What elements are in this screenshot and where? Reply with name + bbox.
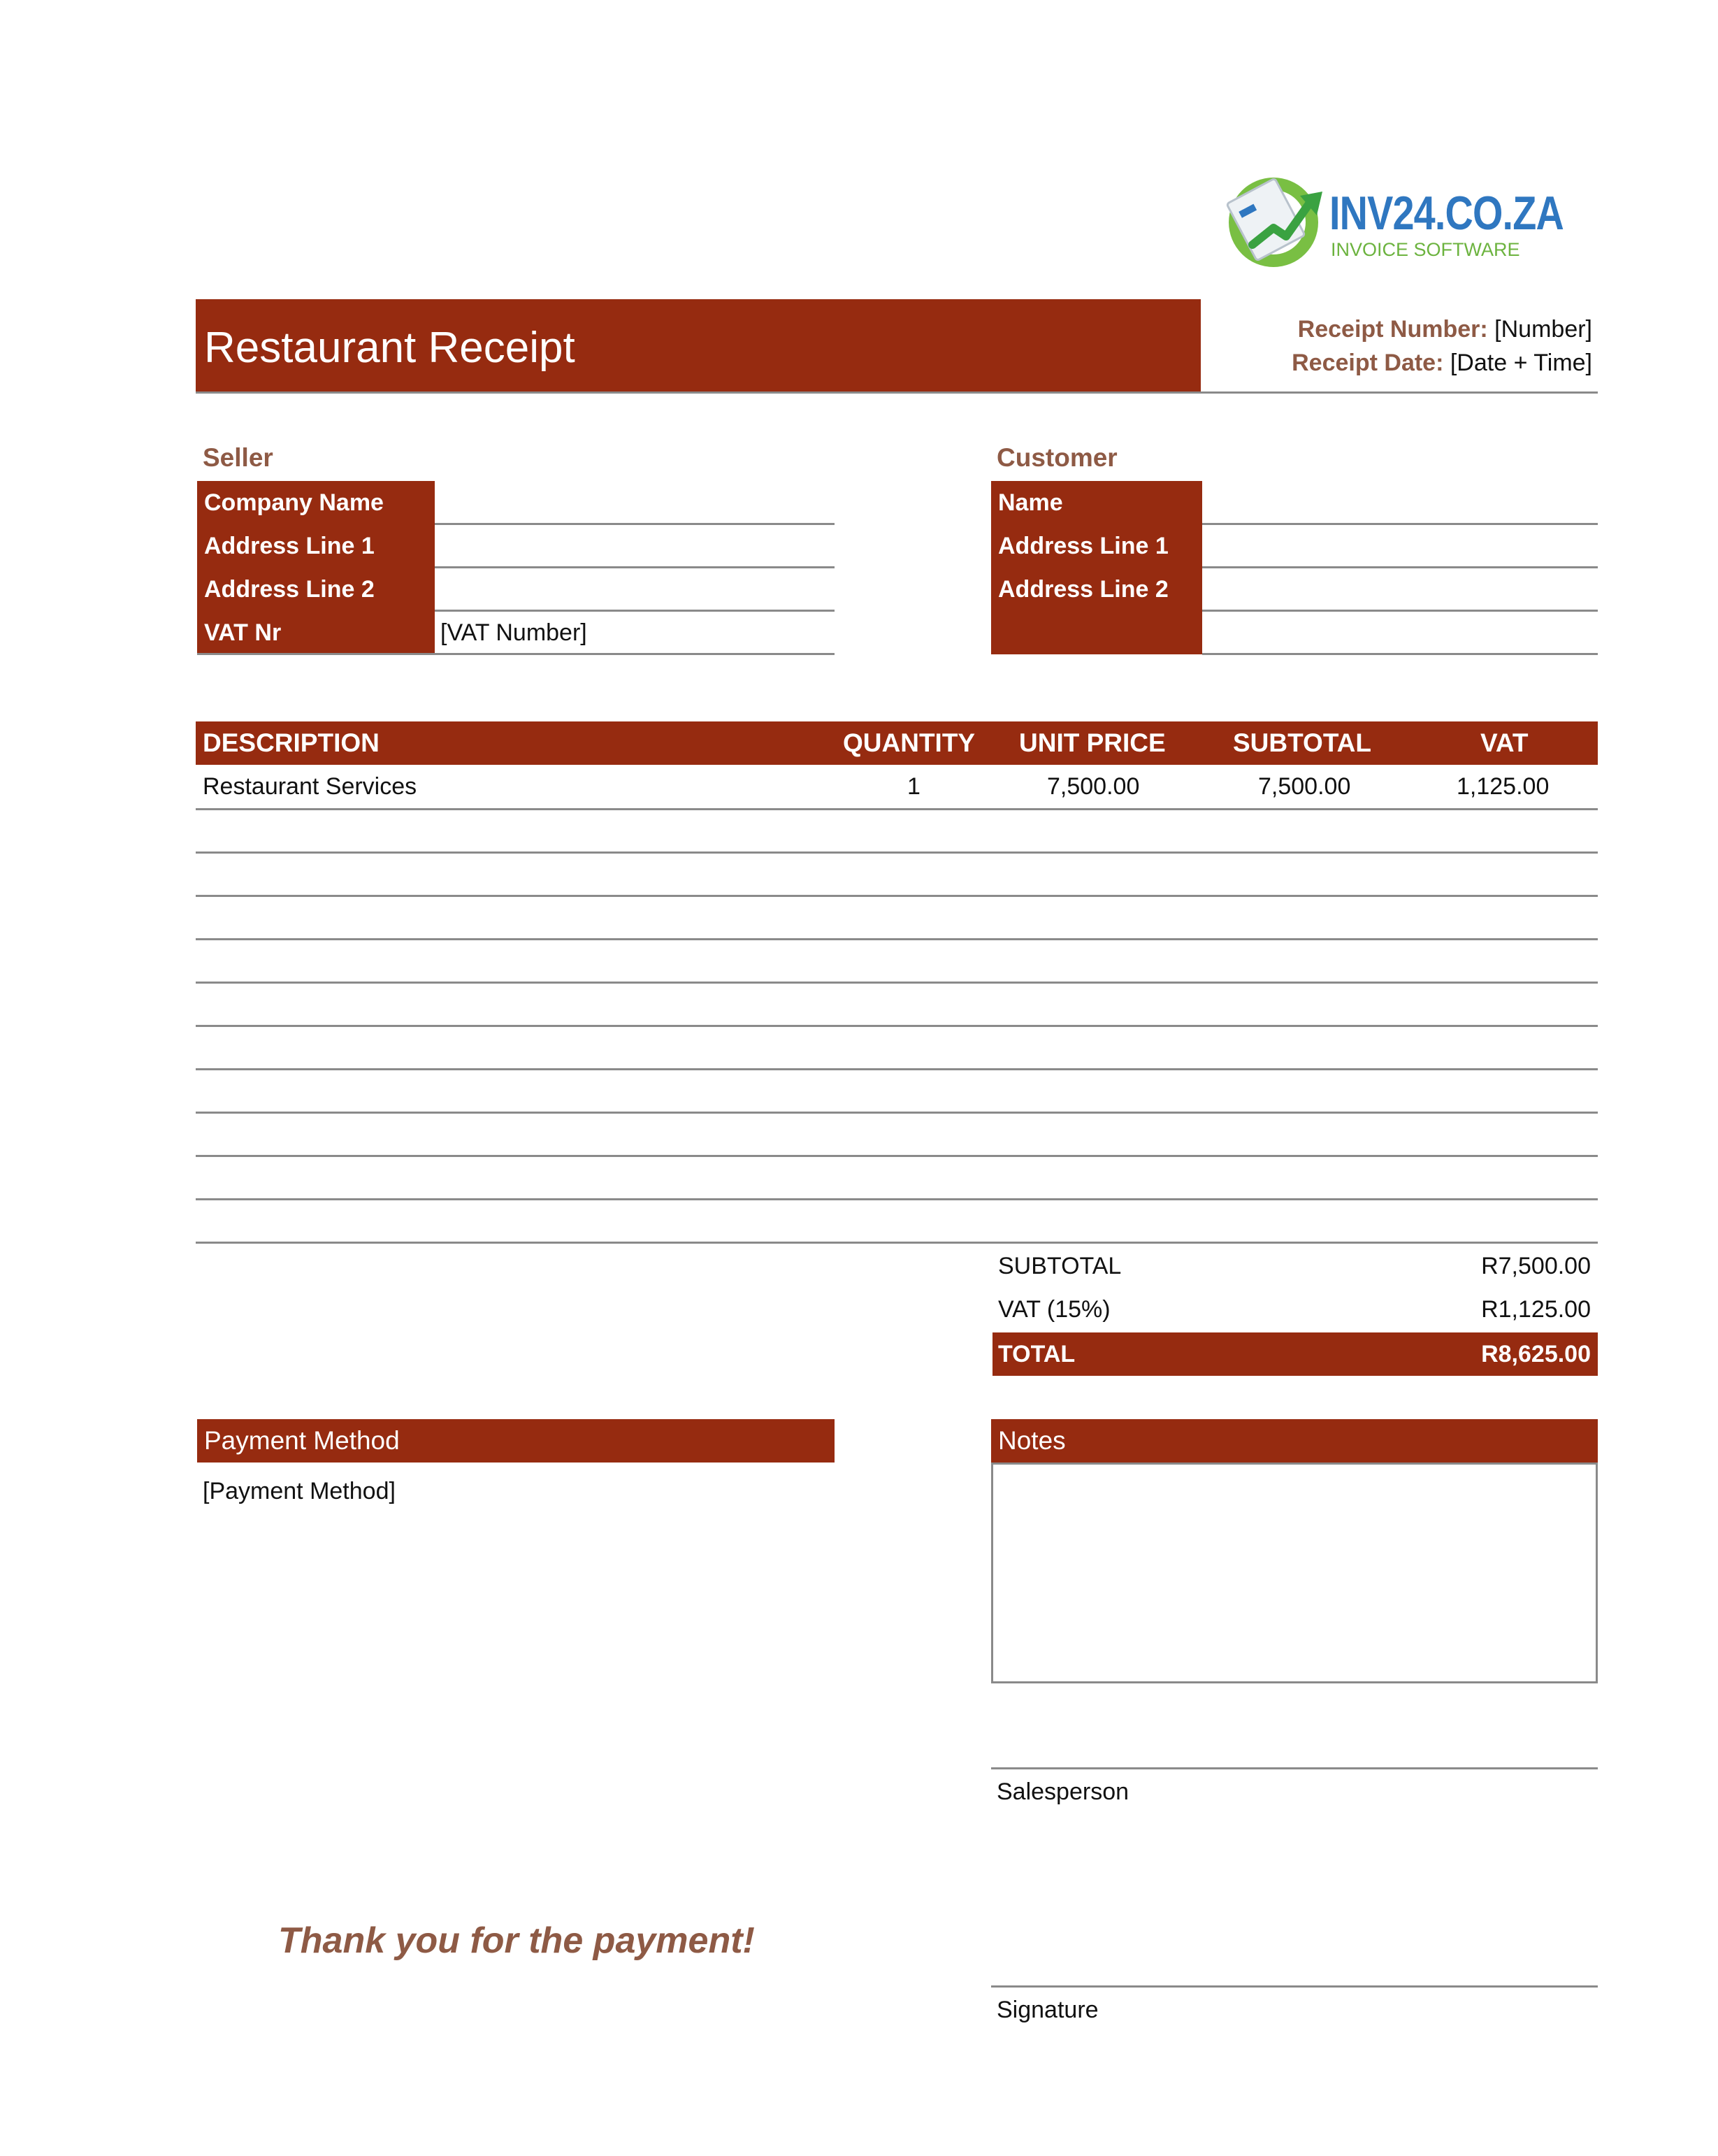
- subtotal-label: SUBTOTAL: [998, 1253, 1122, 1279]
- customer-line-3: [1202, 610, 1598, 612]
- receipt-date-label: Receipt Date:: [1292, 350, 1444, 376]
- title-band: [196, 299, 1201, 393]
- totals-vat-row: [992, 1288, 1598, 1331]
- row-line: [196, 1068, 1598, 1070]
- seller-line-1: [435, 523, 835, 525]
- customer-line-2: [1202, 566, 1598, 568]
- seller-address1-label: Address Line 1: [204, 533, 375, 559]
- totals-total-row: [992, 1332, 1598, 1376]
- row-subtotal: 7,500.00: [1258, 773, 1351, 800]
- row-line: [196, 895, 1598, 897]
- customer-address1-label: Address Line 1: [998, 533, 1169, 559]
- customer-labels: [991, 481, 1202, 654]
- row-line: [196, 808, 1598, 810]
- seller-line-2: [435, 566, 835, 568]
- logo-mark-icon: [1225, 172, 1329, 270]
- seller-line-4: [197, 653, 835, 655]
- receipt-date-value: [Date + Time]: [1450, 350, 1592, 376]
- row-line: [196, 1155, 1598, 1157]
- seller-line-3: [435, 610, 835, 612]
- title-underline: [196, 391, 1598, 394]
- total-label: TOTAL: [998, 1341, 1076, 1367]
- customer-line-1: [1202, 523, 1598, 525]
- receipt-number: [1298, 316, 1592, 343]
- row-line: [196, 982, 1598, 984]
- subtotal-value: R7,500.00: [1481, 1253, 1591, 1279]
- row-unit-price: 7,500.00: [1047, 773, 1140, 800]
- thank-you-message: Thank you for the payment!: [278, 1920, 755, 1961]
- col-vat: VAT: [1480, 728, 1529, 757]
- salesperson-line: [991, 1767, 1598, 1769]
- col-quantity: QUANTITY: [843, 728, 976, 757]
- customer-address2-label: Address Line 2: [998, 576, 1169, 603]
- total-value: R8,625.00: [1481, 1341, 1591, 1367]
- row-description: Restaurant Services: [203, 773, 417, 800]
- logo-title: INV24.CO.ZA: [1329, 187, 1564, 240]
- seller-address2-label: Address Line 2: [204, 576, 375, 603]
- seller-company-label: Company Name: [204, 489, 384, 516]
- notes-header: [991, 1419, 1598, 1463]
- col-subtotal: SUBTOTAL: [1233, 728, 1372, 757]
- row-line: [196, 938, 1598, 940]
- page-title: Restaurant Receipt: [204, 324, 575, 372]
- row-quantity: 1: [907, 773, 921, 800]
- payment-method-value[interactable]: [Payment Method]: [203, 1478, 396, 1504]
- customer-heading: Customer: [997, 443, 1118, 472]
- payment-method-header: [197, 1419, 835, 1463]
- logo-tagline: INVOICE SOFTWARE: [1331, 239, 1520, 260]
- salesperson-label: Salesperson: [997, 1778, 1129, 1805]
- items-table-header: [196, 721, 1598, 765]
- col-description: DESCRIPTION: [203, 728, 380, 757]
- seller-heading: Seller: [203, 443, 273, 472]
- receipt-number-value: [Number]: [1494, 316, 1592, 343]
- notes-box[interactable]: [991, 1463, 1598, 1683]
- row-line: [196, 1198, 1598, 1200]
- row-line: [196, 1025, 1598, 1027]
- row-line: [196, 851, 1598, 854]
- signature-line: [991, 1985, 1598, 1988]
- row-vat: 1,125.00: [1457, 773, 1550, 800]
- customer-line-4: [1202, 653, 1598, 655]
- customer-name-label: Name: [998, 489, 1063, 516]
- col-unit-price: UNIT PRICE: [1019, 728, 1166, 757]
- table-row[interactable]: [196, 765, 1598, 808]
- receipt-number-label: Receipt Number:: [1297, 316, 1488, 343]
- totals-subtotal-row: [992, 1244, 1598, 1288]
- signature-label: Signature: [997, 1997, 1099, 2023]
- vat-label: VAT (15%): [998, 1296, 1111, 1323]
- row-line: [196, 1112, 1598, 1114]
- seller-vat-value[interactable]: [VAT Number]: [440, 619, 587, 646]
- customer-extra-label: [991, 611, 1202, 654]
- company-logo: [1225, 172, 1564, 270]
- vat-value: R1,125.00: [1481, 1296, 1591, 1323]
- row-line: [196, 1242, 1598, 1244]
- payment-method-heading: Payment Method: [204, 1426, 400, 1455]
- receipt-date: [1292, 350, 1592, 377]
- seller-vat-label: VAT Nr: [204, 619, 282, 646]
- seller-labels: [197, 481, 435, 654]
- notes-heading: Notes: [998, 1426, 1066, 1455]
